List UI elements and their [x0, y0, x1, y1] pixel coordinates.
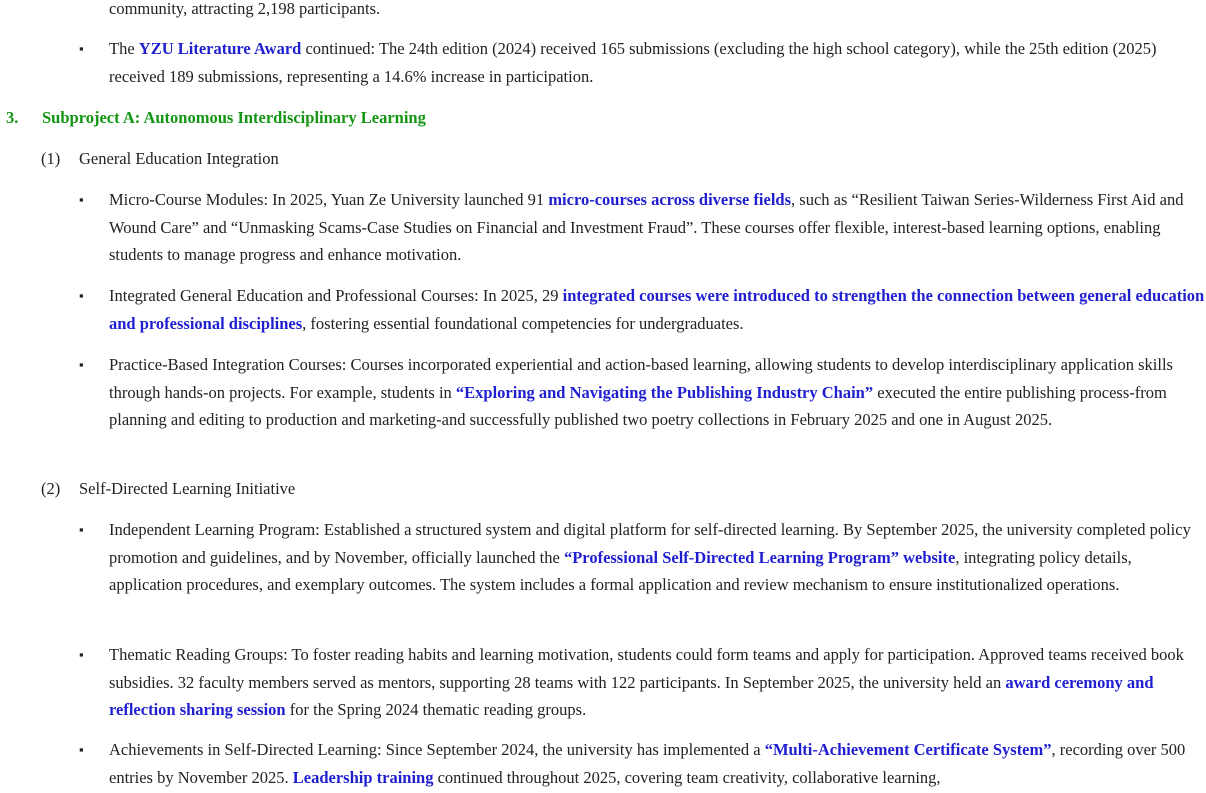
item-text: , recording over 500 entries by November 2025. [109, 740, 1186, 787]
certificate-system-link[interactable]: “Multi-Achievement Certificate System” [764, 740, 1052, 759]
section-number: 3. [6, 108, 19, 127]
award-item [109, 35, 1205, 90]
integrated-courses-link[interactable]: integrated courses were introduced to strengthen the connection between general education and professional disciplines [109, 286, 1205, 333]
item-text: for the Spring 2024 thematic reading groups. [285, 700, 587, 719]
subsection-number: (2) [41, 479, 61, 498]
bullet-marker: ▪ [79, 357, 84, 372]
section-heading [6, 106, 426, 130]
bullet-marker: ▪ [79, 192, 84, 207]
top-fragment-text [109, 0, 1205, 23]
item-text: continued throughout 2025, covering team creativity, collaborative learning, [433, 767, 941, 787]
subsection-title: Self-Directed Learning Initiative [79, 479, 296, 498]
publishing-chain-link[interactable]: “Exploring and Navigating the Publishing Industry Chain” [455, 382, 874, 402]
award-link[interactable]: YZU Literature Award [138, 39, 302, 58]
leadership-training-link[interactable]: Leadership training [292, 767, 434, 787]
list-item [109, 516, 1205, 599]
item-text: executed the entire publishing process-from planning and editing to production and marketing-and successfully published two poetry collections in February 2025 and one in August 2025. [109, 382, 1167, 429]
bullet-marker: ▪ [79, 41, 84, 56]
micro-courses-link[interactable]: micro-courses across diverse fields [548, 190, 792, 209]
bullet-marker: ▪ [79, 522, 84, 537]
subsection-heading [41, 147, 279, 171]
item-text: continued: The 24th edition (2024) received 165 submissions (excluding the high school category), while the 25th edition (2025) received 189 submissions, representing a 14.6% increase in participation. [109, 39, 1157, 86]
item-text: , fostering essential foundational competencies for undergraduates. [302, 313, 744, 333]
item-text: Micro-Course Modules: In 2025, Yuan Ze University launched 91 [109, 190, 549, 209]
section-title: Subproject A: Autonomous Interdisciplinary Learning [42, 108, 426, 127]
list-item [109, 351, 1205, 434]
subsection-heading [41, 477, 295, 501]
fragment-text: community, attracting 2,198 participants. [109, 0, 381, 18]
item-text: Practice-Based Integration Courses: Courses incorporated experiential and action-based learning, allowing students to develop interdisciplinary application skills through hands-on projects. For example, students in [109, 355, 1173, 402]
list-item [109, 282, 1205, 337]
bullet-marker: ▪ [79, 288, 84, 303]
item-text: , such as “Resilient Taiwan Series-Wilderness First Aid and Wound Care” and “Unmasking Scams-Case Studies on Financial and Investment Fraud”. These courses offer flexible, interest-based learning options, enabling students to manage progress and enhance motivation. [109, 190, 1184, 264]
list-item [109, 641, 1205, 724]
item-text: The [109, 39, 139, 58]
award-ceremony-link[interactable]: award ceremony and reflection sharing session [109, 672, 1154, 719]
bullet-marker: ▪ [79, 742, 84, 757]
item-text: Independent Learning Program: Established a structured system and digital platform for self-directed learning. By September 2025, the university completed policy promotion and guidelines, and by November, officially launched the [109, 520, 1191, 567]
item-text: Thematic Reading Groups: To foster reading habits and learning motivation, students could form teams and apply for participation. Approved teams received book subsidies. 32 faculty members served as mentors, supporting 28 teams with 122 participants. In September 2025, the university held an [109, 645, 1184, 692]
item-text: Achievements in Self-Directed Learning: Since September 2024, the university has implemented a [109, 740, 765, 759]
list-item [109, 186, 1205, 269]
item-text: , integrating policy details, application procedures, and exemplary outcomes. The system includes a formal application and review mechanism to ensure institutionalized operations. [109, 547, 1132, 594]
list-item [109, 736, 1205, 791]
self-directed-website-link[interactable]: “Professional Self-Directed Learning Program” website [563, 547, 956, 567]
subsection-number: (1) [41, 149, 61, 168]
subsection-title: General Education Integration [79, 149, 279, 168]
bullet-marker: ▪ [79, 647, 84, 662]
item-text: Integrated General Education and Professional Courses: In 2025, 29 [109, 286, 563, 305]
